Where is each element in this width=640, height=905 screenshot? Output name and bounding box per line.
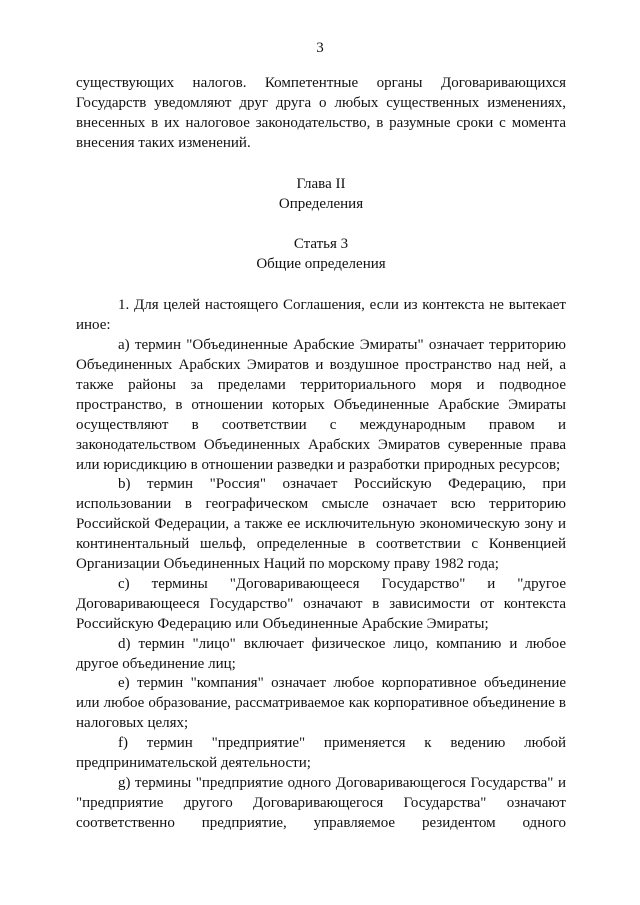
article-number: Статья 3 <box>293 236 349 253</box>
definition-b: b) термин "Россия" означает Российскую Федерацию, при использовании в географическом смысле означает всю территорию Российской Федерации, а также ее исключительную экономическую зону и континентальный шельф, определенные в соответствии с Конвенцией Организации Объединенных Наций по морскому праву 1982 года; <box>76 476 566 573</box>
paragraph-1: 1. Для целей настоящего Соглашения, если из контекста не вытекает иное: <box>76 297 566 334</box>
definition-a: a) термин "Объединенные Арабские Эмираты" означает территорию Объединенных Арабских Эмиратов и воздушное пространство над ней, а также районы за пределами территориального моря и подводное пространство, в отношении которых Объединенные Арабские Эмираты осуществляют в соответствии с международным правом и законодательством Объединенных Арабских Эмиратов суверенные права или юрисдикцию в отношении разведки и разработки природных ресурсов; <box>76 337 566 473</box>
article-title: Общие определения <box>256 256 386 273</box>
definition-f: f) термин "предприятие" применяется к ведению любой предпринимательской деятельности; <box>76 735 566 772</box>
page-number: 3 <box>316 40 324 56</box>
definition-g: g) термины "предприятие одного Договаривающегося Государства" и "предприятие другого Договаривающегося Государства" означают соответственно предприятие, управляемое резидентом одного <box>76 775 566 831</box>
article-heading <box>76 235 566 275</box>
intro-paragraph: существующих налогов. Компетентные органы Договаривающихся Государств уведомляют друг друга о любых существенных изменениях, внесенных в их налоговое законодательство, в разумные сроки с момента внесения таких изменений. <box>76 75 566 151</box>
chapter-title: Определения <box>278 195 364 212</box>
definition-c: c) термины "Договаривающееся Государство" и "другое Договаривающееся Государство" означают в зависимости от контекста Российскую Федерацию или Объединенные Арабские Эмираты; <box>76 575 566 632</box>
chapter-number: Глава II <box>296 175 346 192</box>
article-body <box>76 296 566 833</box>
definition-d: d) термин "лицо" включает физическое лицо, компанию и любое другое объединение лиц; <box>76 635 566 672</box>
chapter-heading <box>76 175 566 215</box>
definition-e: e) термин "компания" означает любое корпоративное объединение или любое образование, рассматриваемое как корпоративное объединение в налоговых целях; <box>76 675 566 732</box>
document-body <box>76 74 566 834</box>
